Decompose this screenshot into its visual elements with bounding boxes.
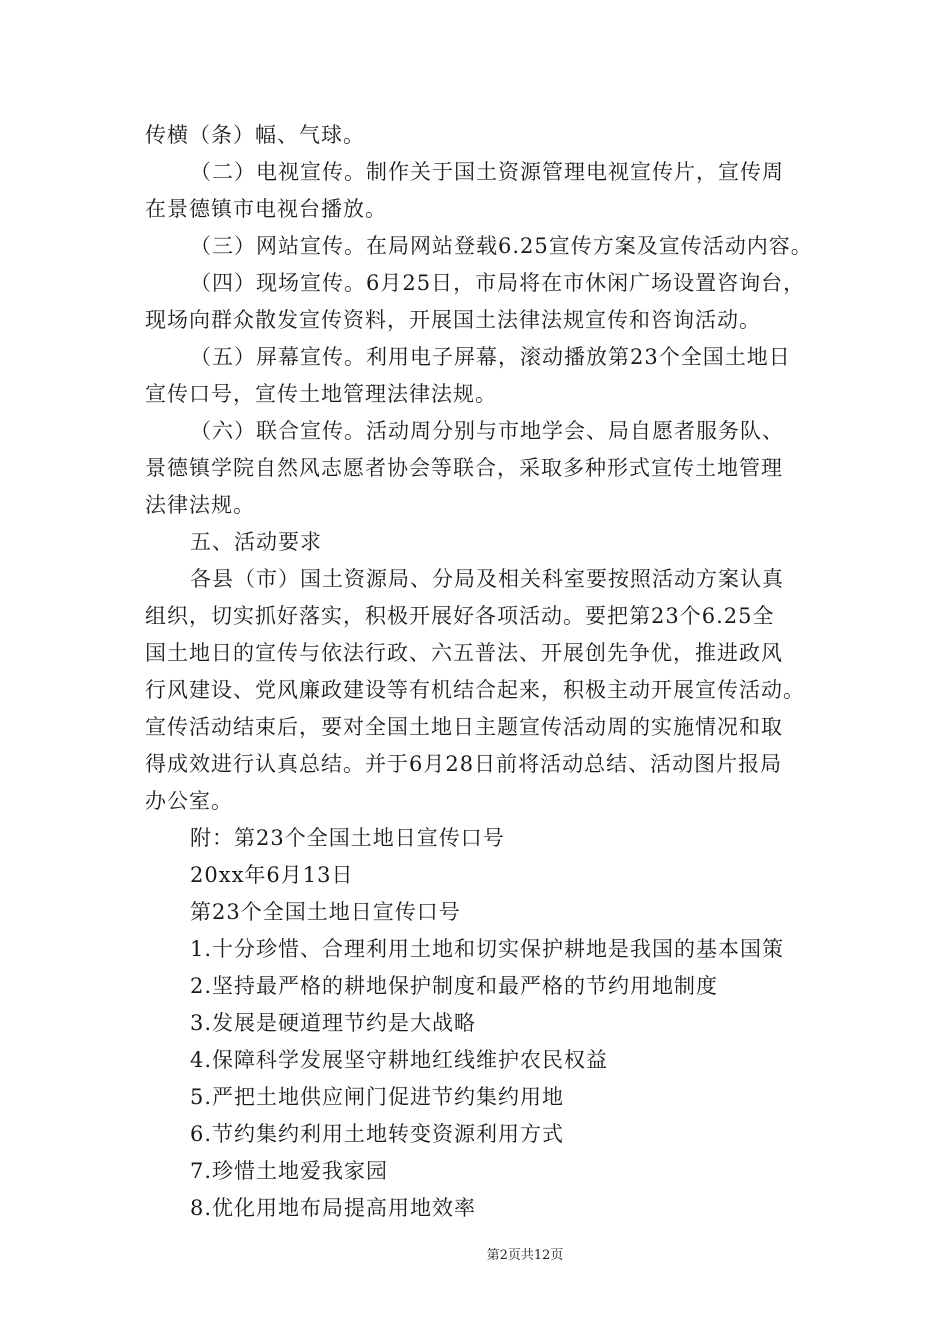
body-line: 宣传口号，宣传土地管理法律法规。: [145, 382, 497, 406]
page-number: 第2页共12页: [486, 1248, 564, 1263]
slogan-item: 5.严把土地供应闸门促进节约集约用地: [190, 1085, 565, 1109]
slogan-item: 2.坚持最严格的耕地保护制度和最严格的节约用地制度: [190, 974, 719, 998]
slogan-item: 1.十分珍惜、合理利用土地和切实保护耕地是我国的基本国策: [190, 937, 785, 961]
body-line: （三）网站宣传。在局网站登载6.25宣传方案及宣传活动内容。: [190, 234, 813, 258]
slogan-item: 7.珍惜土地爱我家园: [190, 1159, 389, 1183]
slogan-list-title: 第23个全国土地日宣传口号: [190, 900, 461, 924]
slogan-item: 6.节约集约利用土地转变资源利用方式: [190, 1122, 565, 1146]
document-date: 20xx年6月13日: [190, 863, 354, 887]
body-line: 景德镇学院自然风志愿者协会等联合，采取多种形式宣传土地管理: [145, 456, 783, 480]
section-heading: 五、活动要求: [190, 530, 322, 554]
slogan-item: 3.发展是硬道理节约是大战略: [190, 1011, 477, 1035]
body-line: 法律法规。: [145, 493, 255, 517]
attachment-note: 附：第23个全国土地日宣传口号: [190, 826, 505, 850]
body-line: 行风建设、党风廉政建设等有机结合起来，积极主动开展宣传活动。: [145, 678, 805, 702]
body-line: 各县（市）国土资源局、分局及相关科室要按照活动方案认真: [190, 567, 784, 591]
slogan-item: 8.优化用地布局提高用地效率: [190, 1196, 477, 1220]
body-line: 得成效进行认真总结。并于6月28日前将活动总结、活动图片报局: [145, 752, 783, 776]
body-line: （四）现场宣传。6月25日，市局将在市休闲广场设置咨询台，: [190, 271, 806, 295]
body-line: 传横（条）幅、气球。: [145, 123, 365, 147]
body-line: （五）屏幕宣传。利用电子屏幕，滚动播放第23个全国土地日: [190, 345, 791, 369]
body-line: 国土地日的宣传与依法行政、六五普法、开展创先争优，推进政风: [145, 641, 783, 665]
body-line: 在景德镇市电视台播放。: [145, 197, 387, 221]
body-line: 宣传活动结束后，要对全国土地日主题宣传活动周的实施情况和取: [145, 715, 783, 739]
body-line: （二）电视宣传。制作关于国土资源管理电视宣传片，宣传周: [190, 160, 784, 184]
body-line: （六）联合宣传。活动周分别与市地学会、局自愿者服务队、: [190, 419, 784, 443]
body-line: 办公室。: [145, 789, 233, 813]
slogan-item: 4.保障科学发展坚守耕地红线维护农民权益: [190, 1048, 609, 1072]
body-line: 现场向群众散发宣传资料，开展国土法律法规宣传和咨询活动。: [145, 308, 761, 332]
body-line: 组织，切实抓好落实，积极开展好各项活动。要把第23个6.25全: [145, 604, 775, 628]
